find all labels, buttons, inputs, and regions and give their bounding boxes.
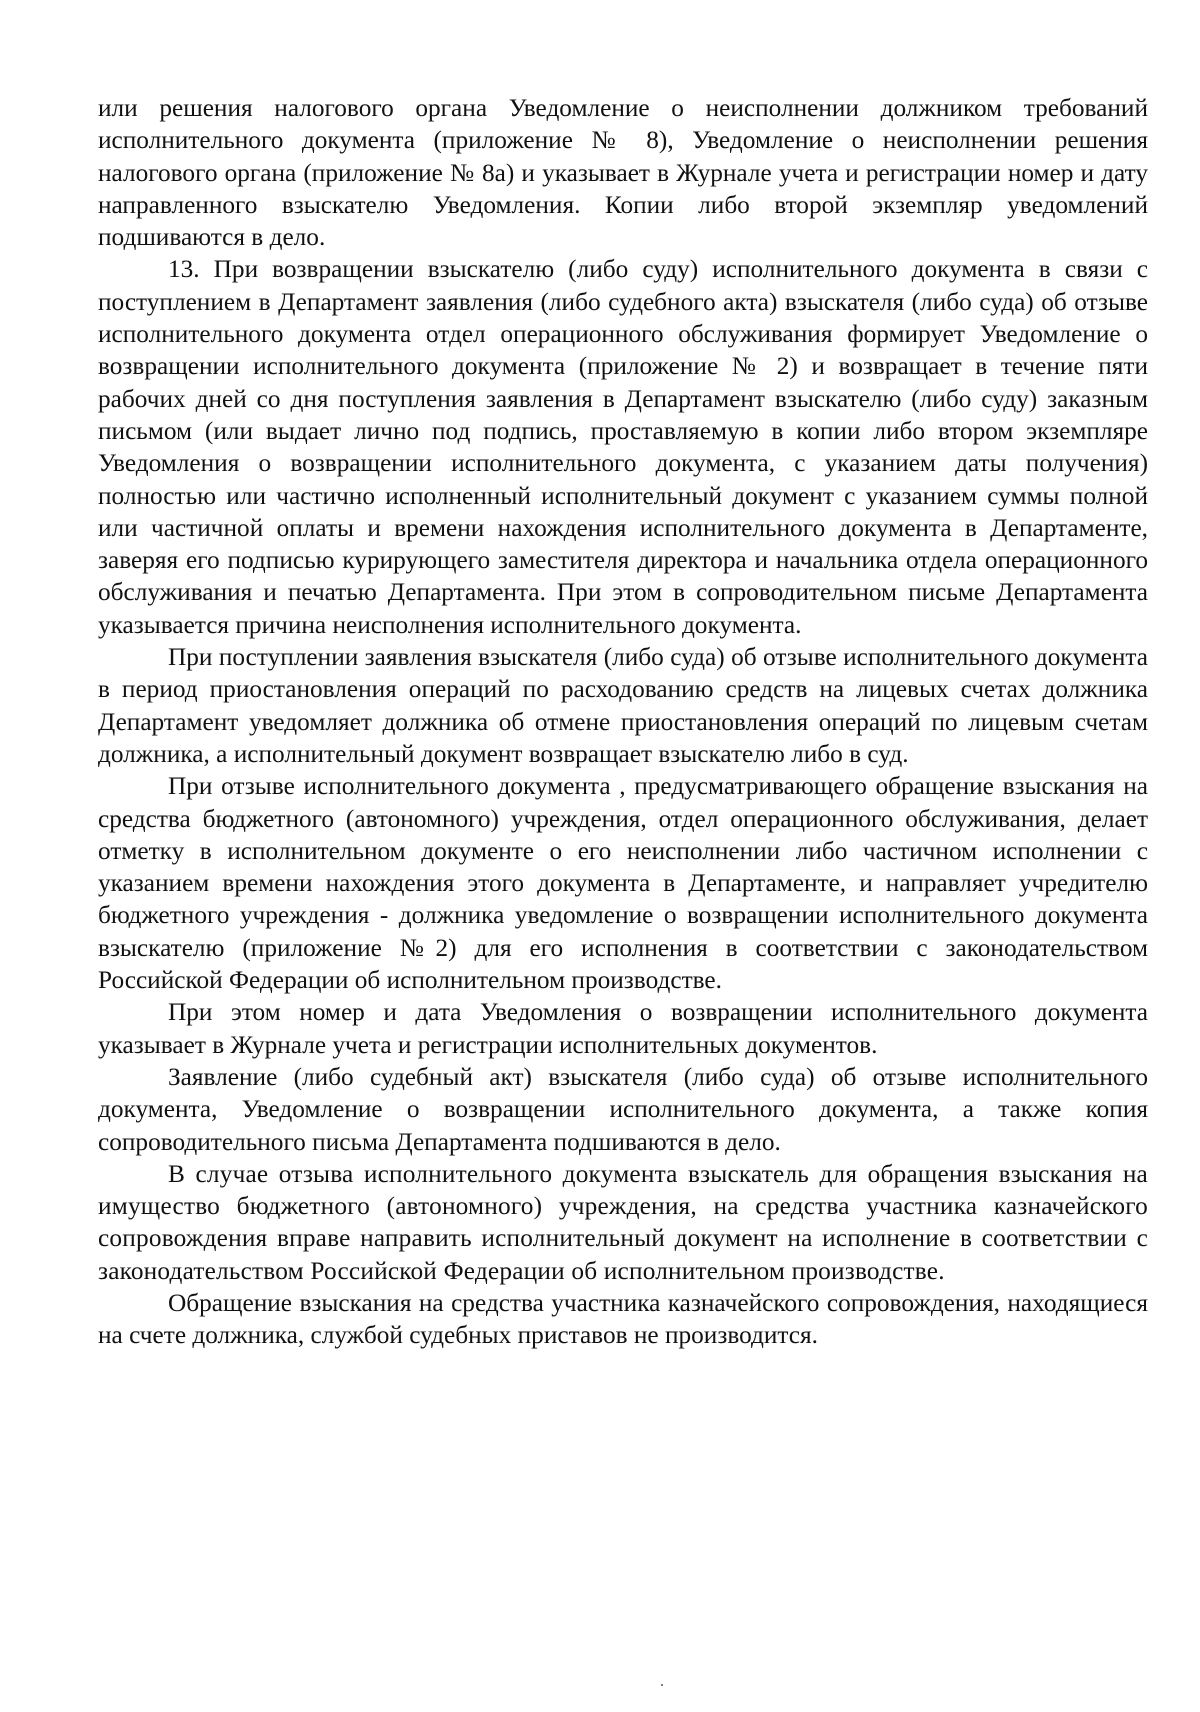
paragraph-filing: Заявление (либо судебный акт) взыскателя (либо суда) об отзыве исполнительного документа, Уведомление о возвращении исполнительного документа, а также копия сопроводительного письма Департамента подшиваются в дело. <box>98 1062 1148 1156</box>
paragraph-journal-record: При этом номер и дата Уведомления о возвращении исполнительного документа указывает в Журнале учета и регистрации исполнительных документов. <box>98 998 1148 1059</box>
scan-speck <box>661 1684 663 1686</box>
paragraph-suspension-return: При поступлении заявления взыскателя (либо суда) об отзыве исполнительного документа в период приостановления операций по расходованию средств на лицевых счетах должника Департамент уведомляет должника об отмене приостановления операций по лицевым счетам должника, а исполнительный документ возвращает взыскателю либо в суд. <box>98 643 1148 768</box>
paragraph-bailiff-note: Обращение взыскания на средства участника казначейского сопровождения, находящиеся на счете должника, службой судебных приставов не производится. <box>98 1288 1148 1350</box>
paragraph-continuation: или решения налогового органа Уведомление о неисполнении должником требований исполнительного документа (приложение № 8), Уведомление о неисполнении решения налогового органа (приложение № 8а) и указывает в Журнале учета и регистрации номер и дату направленного взыскателю Уведомления. Копии либо второй экземпляр уведомлений подшиваются в дело. <box>98 94 1148 252</box>
paragraph-recall-case: В случае отзыва исполнительного документа взыскатель для обращения взыскания на имущество бюджетного (автономного) учреждения, на средства участника казначейского сопровождения вправе направить исполнительный документ на исполнение в соответствии с законодательством Российской Федерации об исполнительном производстве. <box>98 1159 1148 1285</box>
paragraph-budget-institution: При отзыве исполнительного документа , предусматривающего обращение взыскания на средства бюджетного (автономного) учреждения, отдел операционного обслуживания, делает отметку в исполнительном документе о его неисполнении либо частичном исполнении с указанием времени нахождения этого документа в Департаменте, и направляет учредителю бюджетного учреждения - должника уведомление о возвращении исполнительного документа взыскателю (приложение №2) для его исполнения в соответствии с законодательством Российской Федерации об исполнительном производстве. <box>98 772 1148 995</box>
document-body <box>98 92 1148 1352</box>
paragraph-item-13: 13. При возвращении взыскателю (либо суду) исполнительного документа в связи с поступлением в Департамент заявления (либо судебного акта) взыскателя (либо суда) об отзыве исполнительного документа отдел операционного обслуживания формирует Уведомление о возвращении исполнительного документа (приложение № 2) и возвращает в течение пяти рабочих дней со дня поступления заявления в Департамент взыскателю (либо суду) заказным письмом (или выдает лично под подпись, проставляемую в копии либо втором экземпляре Уведомления о возвращении исполнительного документа, с указанием даты получения) полностью или частично исполненный исполнительный документ с указанием суммы полной или частичной оплаты и времени нахождения исполнительного документа в Департаменте, заверяя его подписью курирующего заместителя директора и начальника отдела операционного обслуживания и печатью Департамента. При этом в сопроводительном письме Департамента указывается причина неисполнения исполнительного документа. <box>98 255 1148 639</box>
